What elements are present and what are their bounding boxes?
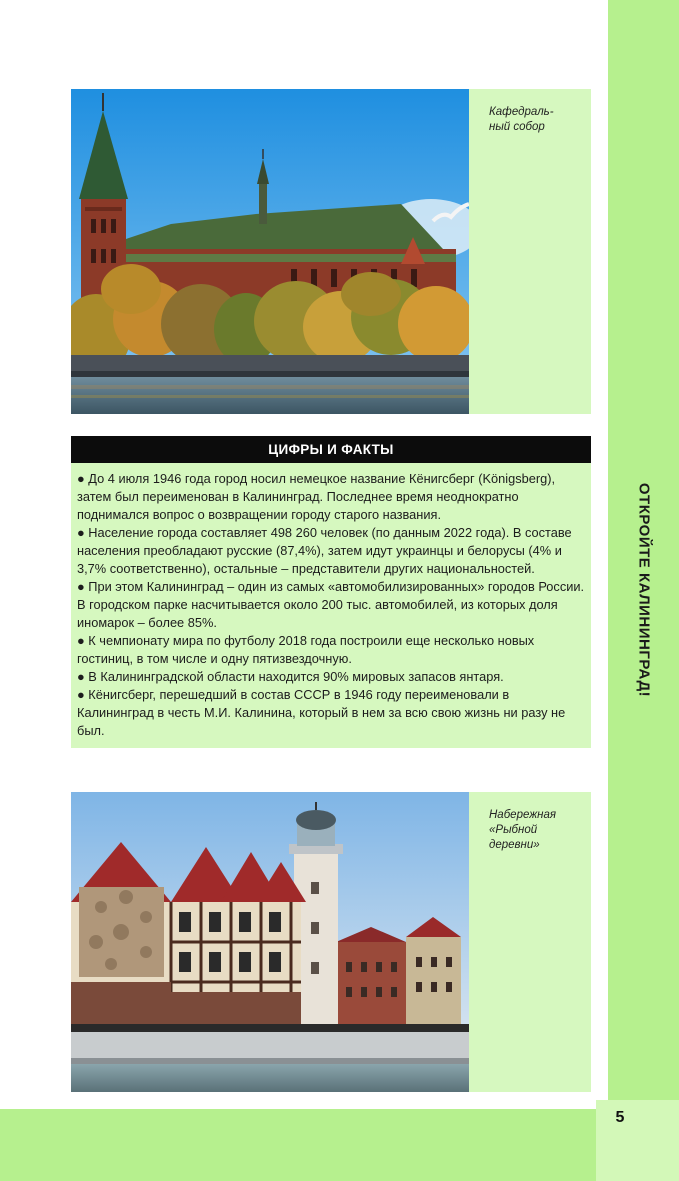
cathedral-caption: Кафедраль- ный собор: [489, 106, 554, 133]
bottom-band: [0, 1109, 596, 1181]
fishing-village-photo: [71, 792, 469, 1092]
fact-item: ● К чемпионату мира по футболу 2018 года построили еще несколько новых гостиниц, в том числе и одну пятизвездочную.: [77, 633, 535, 666]
facts-text: [77, 470, 587, 740]
fact-item: ● При этом Калининград – один из самых «автомобилизированных» городов России. В городском парке насчитывается около 200 тыс. автомобилей, из которых доля иномарок – более 85%.: [77, 579, 585, 630]
cathedral-photo: [71, 89, 469, 414]
fact-item: ● Население города составляет 498 260 человек (по данным 2022 года). В составе населения преобладают русские (87,4%), затем идут украинцы и белорусы (4% и 3,7% соответственно), остальные – представители других национальностей.: [77, 525, 572, 576]
facts-header: ЦИФРЫ И ФАКТЫ: [71, 436, 591, 463]
page-number: 5: [615, 1109, 625, 1126]
fact-item: ● Кёнигсберг, перешедший в состав СССР в 1946 году переименовали в Калининград в честь М.И. Калинина, который в нем за всю свою жизнь ни разу не был.: [77, 687, 566, 738]
section-title: ОТКРОЙТЕ КАЛИНИНГРАД!: [635, 482, 653, 698]
fishing-village-photo-frame: [71, 792, 591, 1092]
fact-item: ● До 4 июля 1946 года город носил немецкое название Кёнигсберг (Königsberg), затем был переименован в Калининград. Последнее время неоднократно поднимался вопрос о возвращении городу старого названия.: [77, 471, 556, 522]
fact-item: ● В Калининградской области находится 90% мировых запасов янтаря.: [77, 669, 504, 684]
facts-box: [71, 463, 591, 748]
cathedral-photo-frame: [71, 89, 591, 414]
fishing-village-caption: Набережная «Рыбной деревни»: [489, 809, 557, 851]
